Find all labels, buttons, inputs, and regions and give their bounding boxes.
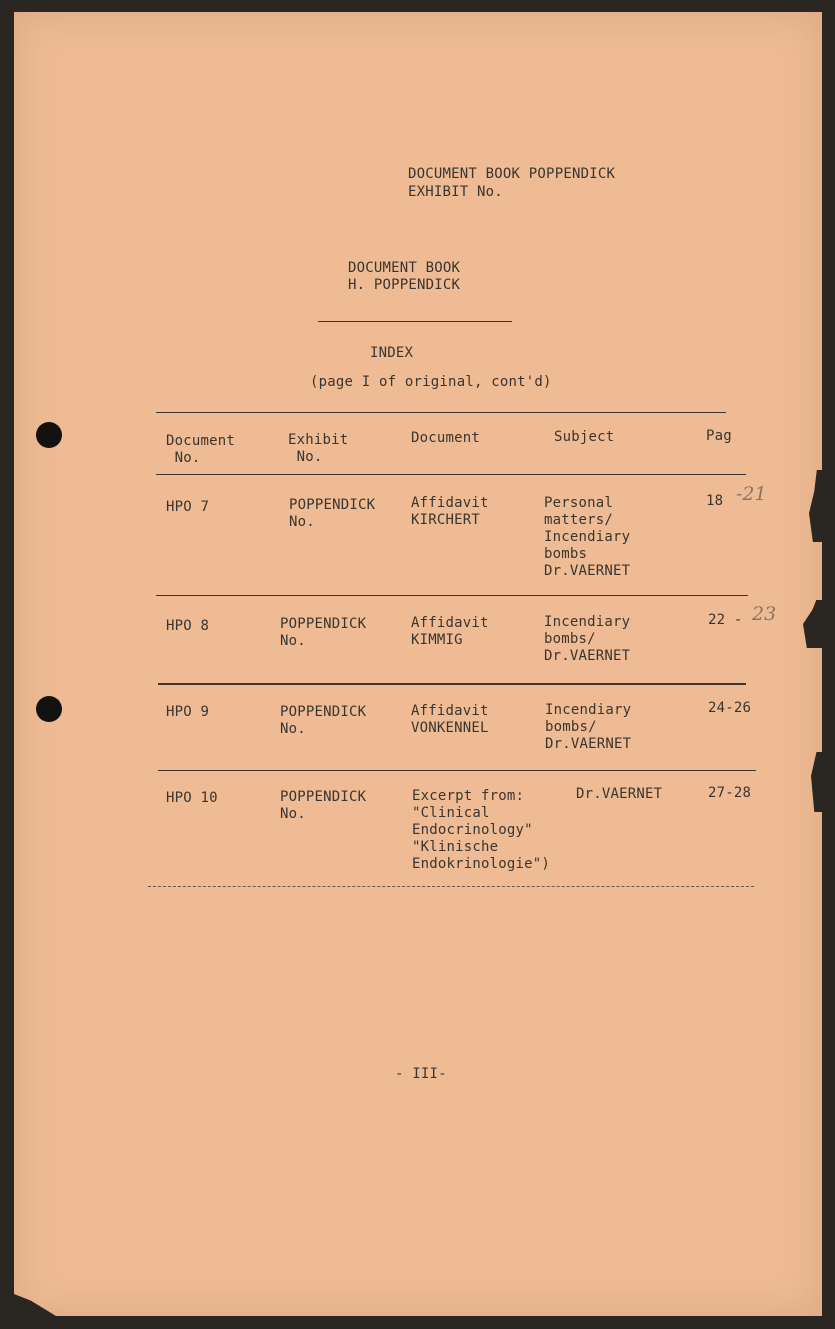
row-rule [158, 770, 756, 771]
torn-edge [811, 752, 822, 812]
row-page-handwritten: 23 [752, 603, 777, 625]
row-exhibit: POPPENDICK No. [280, 616, 367, 649]
col-header-page: Pag [706, 428, 732, 444]
col-header-document: Document [411, 430, 481, 446]
document-page [14, 12, 822, 1316]
col-header-document-no: Document No. [166, 433, 236, 466]
table-bottom-rule [148, 886, 754, 887]
row-page-handwritten: -21 [736, 483, 767, 505]
exhibit-header-line2: EXHIBIT No. [408, 184, 503, 200]
header-rule [156, 474, 746, 475]
table-top-rule [156, 412, 726, 413]
row-page: 18 [706, 493, 724, 509]
row-document: Affidavit KIMMIG [411, 615, 489, 648]
row-rule [156, 595, 748, 596]
index-heading: INDEX [370, 345, 414, 361]
book-title-line1: DOCUMENT BOOK [348, 260, 461, 276]
torn-edge [14, 1294, 56, 1316]
row-subject: Dr.VAERNET [576, 786, 663, 802]
torn-edge [809, 470, 822, 542]
row-doc-no: HPO 8 [166, 618, 210, 634]
col-header-exhibit-no: Exhibit No. [288, 432, 349, 465]
col-header-subject: Subject [554, 429, 615, 445]
row-exhibit: POPPENDICK No. [280, 789, 367, 822]
punch-hole-top [36, 422, 62, 448]
exhibit-header-line1: DOCUMENT BOOK POPPENDICK [408, 166, 616, 182]
torn-edge [803, 600, 822, 648]
row-doc-no: HPO 10 [166, 790, 218, 806]
page-number: - III- [395, 1066, 447, 1082]
row-doc-no: HPO 9 [166, 704, 210, 720]
book-title-line2: H. POPPENDICK [348, 277, 461, 293]
row-page: 27-28 [708, 785, 752, 801]
row-subject: Incendiary bombs/ Dr.VAERNET [544, 614, 631, 664]
row-rule [158, 683, 746, 685]
row-exhibit: POPPENDICK No. [280, 704, 367, 737]
row-exhibit: POPPENDICK No. [289, 497, 376, 530]
row-subject: Incendiary bombs/ Dr.VAERNET [545, 702, 632, 752]
index-subheading: (page I of original, cont'd) [310, 374, 552, 390]
row-subject: Personal matters/ Incendiary bombs Dr.VAERNET [544, 495, 631, 579]
row-page: 22 - [708, 612, 743, 628]
punch-hole-bottom [36, 696, 62, 722]
row-document: Affidavit VONKENNEL [411, 703, 489, 736]
row-doc-no: HPO 7 [166, 499, 210, 515]
row-document: Affidavit KIRCHERT [411, 495, 489, 528]
row-page: 24-26 [708, 700, 752, 716]
row-document: Excerpt from: "Clinical Endocrinology" "Klinische Endokrinologie") [412, 788, 551, 872]
title-rule [318, 321, 512, 322]
